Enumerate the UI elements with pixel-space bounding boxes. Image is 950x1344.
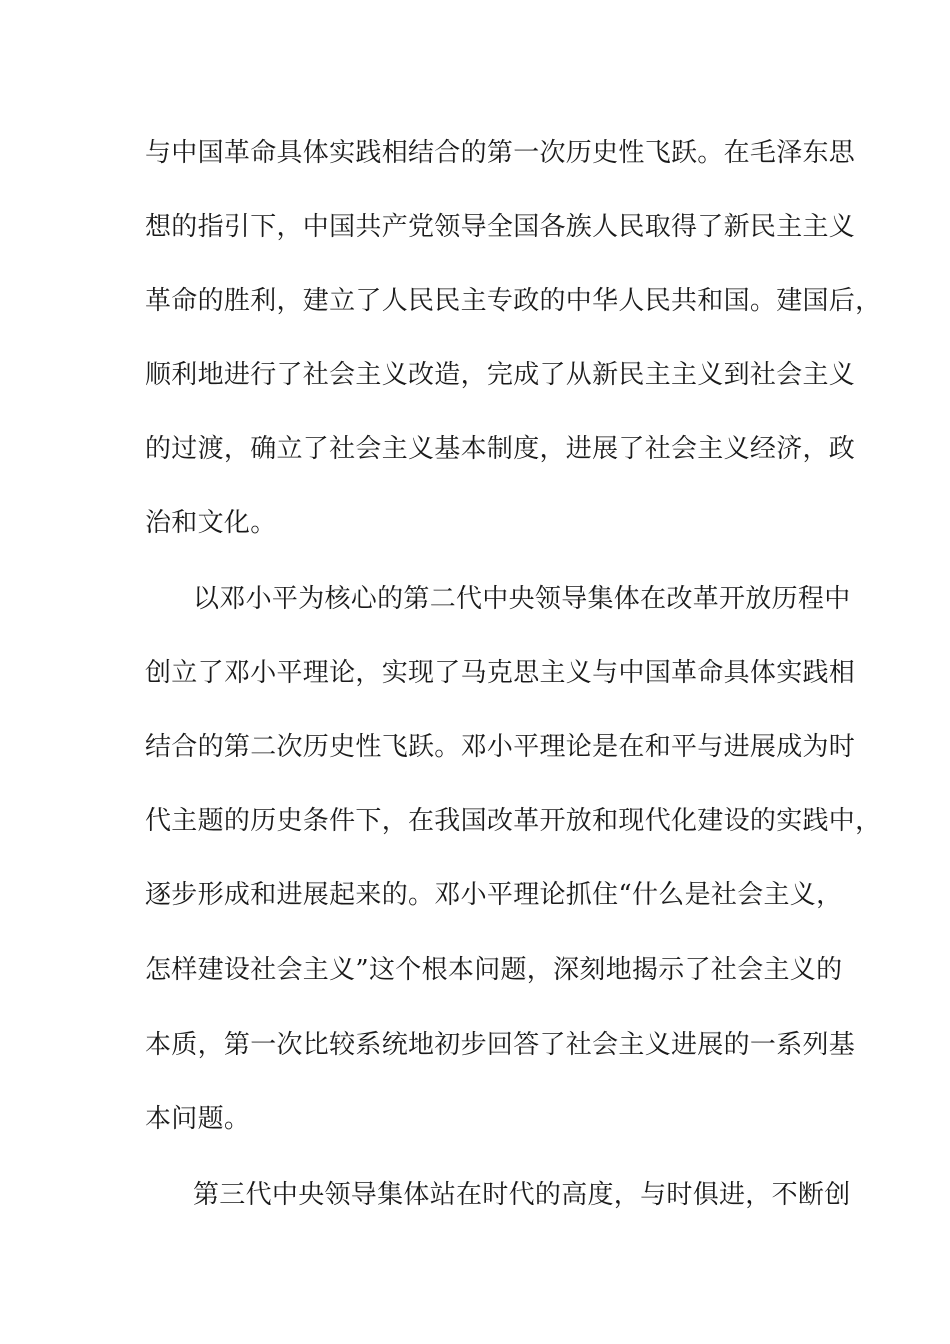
text-line: 怎样建设社会主义”这个根本问题，深刻地揭示了社会主义的 [145, 955, 843, 985]
text-line: 想的指引下，中国共产党领导全国各族人民取得了新民主主义 [145, 212, 856, 242]
text-line: 逐步形成和进展起来的。邓小平理论抓住“什么是社会主义， [145, 880, 843, 910]
text-line: 创立了邓小平理论，实现了马克思主义与中国革命具体实践相 [145, 658, 856, 688]
text-line: 本问题。 [145, 1104, 251, 1134]
text-line: 的过渡，确立了社会主义基本制度，进展了社会主义经济，政 [145, 434, 856, 464]
text-line: 治和文化。 [145, 508, 277, 538]
text-line: 以邓小平为核心的第二代中央领导集体在改革开放历程中 [193, 584, 851, 614]
text-line: 与中国革命具体实践相结合的第一次历史性飞跃。在毛泽东思 [145, 138, 856, 168]
text-line: 本质，第一次比较系统地初步回答了社会主义进展的一系列基 [145, 1030, 856, 1060]
text-line: 结合的第二次历史性飞跃。邓小平理论是在和平与进展成为时 [145, 732, 856, 762]
text-line: 顺利地进行了社会主义改造，完成了从新民主主义到社会主义 [145, 360, 856, 390]
text-line: 第三代中央领导集体站在时代的高度，与时俱进，不断创 [193, 1180, 851, 1210]
text-line: 代主题的历史条件下，在我国改革开放和现代化建设的实践中， [145, 806, 882, 836]
text-line: 革命的胜利，建立了人民民主专政的中华人民共和国。建国后， [145, 286, 882, 316]
